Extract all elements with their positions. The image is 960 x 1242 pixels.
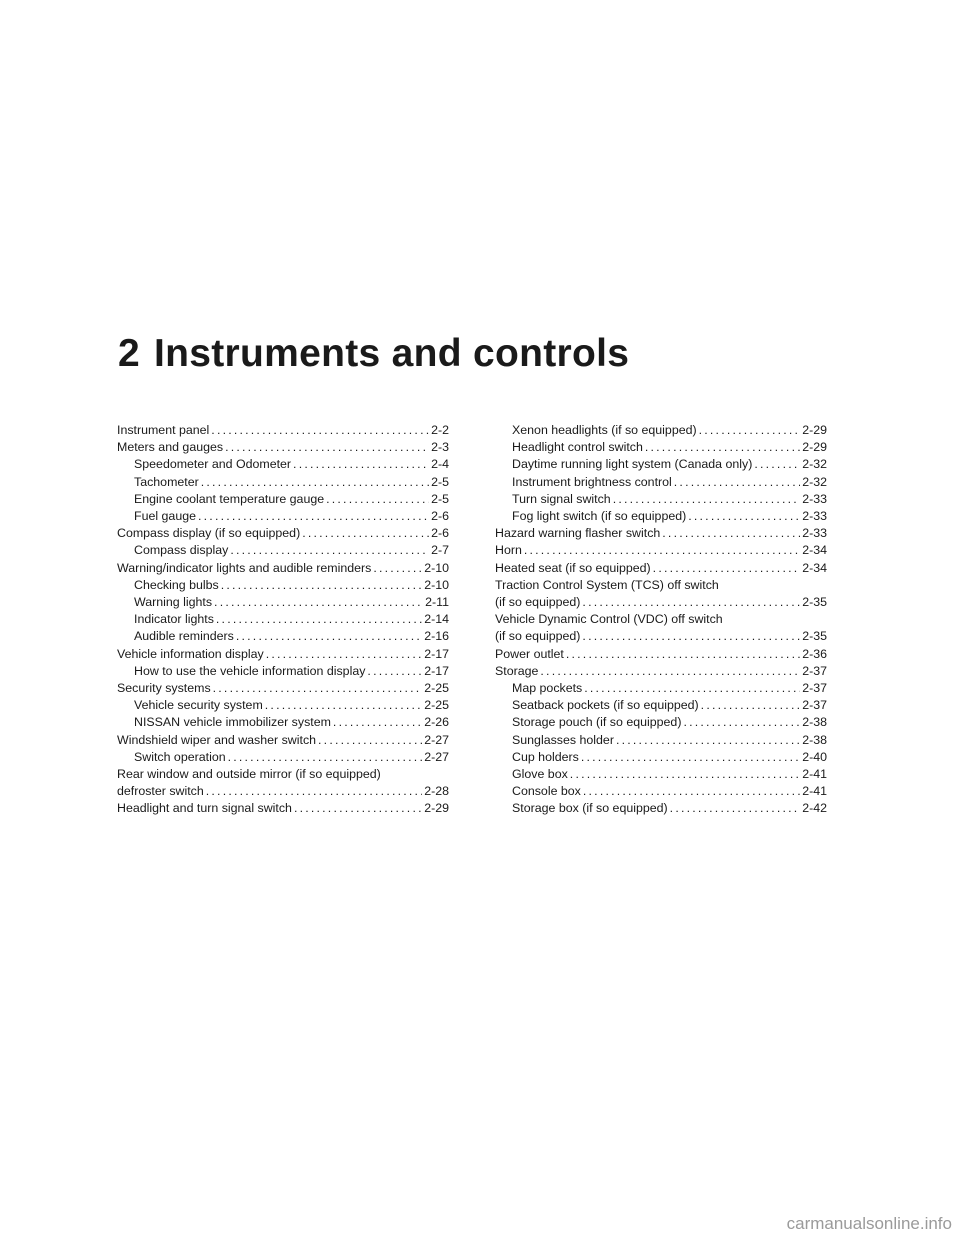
toc-page-number: 2-10 bbox=[424, 560, 449, 575]
toc-page-number: 2-37 bbox=[802, 663, 827, 678]
toc-entry-row bbox=[495, 474, 827, 491]
toc-page-number: 2-33 bbox=[802, 526, 827, 541]
toc-entry[interactable] bbox=[117, 525, 449, 542]
toc-entry-row bbox=[117, 542, 449, 559]
toc-entry-title: Meters and gauges bbox=[117, 440, 224, 455]
toc-page-number: 2-29 bbox=[802, 440, 827, 455]
toc-entry-title-line: Traction Control System (TCS) off switch bbox=[495, 577, 719, 592]
toc-entry-title: Vehicle security system bbox=[134, 698, 263, 713]
toc-entry-row bbox=[495, 663, 827, 680]
toc-entry-title: Daytime running light system (Canada only) bbox=[512, 457, 753, 472]
toc-dot-leader bbox=[688, 508, 800, 525]
toc-dot-leader bbox=[326, 491, 429, 508]
toc-entry-row bbox=[117, 697, 449, 714]
toc-entry-row bbox=[117, 525, 449, 542]
toc-entry[interactable] bbox=[117, 697, 449, 714]
toc-dot-leader bbox=[293, 456, 429, 473]
toc-dot-leader bbox=[683, 714, 800, 731]
toc-entry[interactable] bbox=[495, 456, 827, 473]
toc-entry-row bbox=[495, 697, 827, 714]
toc-entry-title: Storage pouch (if so equipped) bbox=[512, 715, 682, 730]
toc-entry-row bbox=[495, 783, 827, 800]
toc-entry-title: Windshield wiper and washer switch bbox=[117, 732, 317, 747]
toc-page-number: 2-29 bbox=[802, 423, 827, 437]
toc-entry-row bbox=[495, 456, 827, 473]
toc-entry[interactable] bbox=[495, 646, 827, 663]
toc-entry[interactable] bbox=[495, 749, 827, 766]
toc-entry[interactable] bbox=[117, 577, 449, 594]
toc-dot-leader bbox=[228, 749, 423, 766]
toc-page-number: 2-37 bbox=[802, 698, 827, 713]
toc-entry-title: Instrument brightness control bbox=[512, 474, 672, 489]
toc-entry-title: Warning lights bbox=[134, 595, 213, 610]
toc-page-number: 2-3 bbox=[431, 440, 449, 455]
toc-entry-row bbox=[117, 628, 449, 645]
toc-page-number: 2-14 bbox=[424, 612, 449, 627]
toc-entry-title: Seatback pockets (if so equipped) bbox=[512, 698, 699, 713]
toc-entry[interactable] bbox=[117, 680, 449, 697]
toc-entry[interactable] bbox=[495, 611, 827, 645]
toc-page-number: 2-41 bbox=[802, 767, 827, 782]
toc-entry[interactable] bbox=[117, 439, 449, 456]
toc-dot-leader bbox=[662, 525, 800, 542]
toc-entry-row bbox=[495, 439, 827, 456]
toc-entry[interactable] bbox=[495, 508, 827, 525]
toc-entry[interactable] bbox=[117, 611, 449, 628]
toc-entry-row bbox=[495, 714, 827, 731]
toc-dot-leader bbox=[701, 697, 801, 714]
toc-entry-title: Sunglasses holder bbox=[512, 732, 614, 747]
toc-page-number: 2-29 bbox=[424, 801, 449, 816]
toc-dot-leader bbox=[540, 663, 800, 680]
toc-entry[interactable] bbox=[117, 474, 449, 491]
toc-entry-title: defroster switch bbox=[117, 784, 204, 799]
toc-page-number: 2-34 bbox=[802, 560, 827, 575]
chapter-number: 2 bbox=[118, 332, 140, 376]
toc-entry-title: Compass display bbox=[134, 543, 229, 558]
toc-dot-leader bbox=[670, 800, 801, 817]
toc-dot-leader bbox=[216, 611, 422, 628]
toc-entry[interactable] bbox=[495, 474, 827, 491]
toc-dot-leader bbox=[582, 594, 800, 611]
toc-entry[interactable] bbox=[117, 714, 449, 731]
toc-entry[interactable] bbox=[495, 439, 827, 456]
toc-dot-leader bbox=[302, 525, 429, 542]
toc-entry-title: Map pockets bbox=[512, 681, 583, 696]
toc-entry-row bbox=[117, 456, 449, 473]
toc-entry-title: Storage bbox=[495, 663, 539, 678]
toc-entry[interactable] bbox=[495, 525, 827, 542]
toc-entry[interactable] bbox=[117, 542, 449, 559]
toc-page-number: 2-6 bbox=[431, 509, 449, 524]
toc-dot-leader bbox=[373, 560, 422, 577]
toc-entry-title: Fuel gauge bbox=[134, 509, 197, 524]
toc-entry-title: Tachometer bbox=[134, 474, 199, 489]
toc-entry-title: NISSAN vehicle immobilizer system bbox=[134, 715, 331, 730]
toc-entry-row bbox=[495, 542, 827, 559]
toc-entry-title: Glove box bbox=[512, 767, 568, 782]
toc-entry-title: Fog light switch (if so equipped) bbox=[512, 509, 687, 524]
toc-entry-row bbox=[117, 800, 449, 817]
toc-dot-leader bbox=[221, 577, 422, 594]
toc-column-left bbox=[117, 422, 449, 818]
toc-page-number: 2-5 bbox=[431, 491, 449, 506]
toc-entry-row bbox=[495, 766, 827, 783]
toc-entry-row bbox=[117, 422, 449, 439]
toc-page-number: 2-35 bbox=[802, 629, 827, 644]
toc-entry-row bbox=[495, 749, 827, 766]
toc-entry-title: Hazard warning flasher switch bbox=[495, 526, 661, 541]
toc-entry[interactable] bbox=[117, 491, 449, 508]
toc-entry[interactable] bbox=[495, 714, 827, 731]
toc-entry[interactable] bbox=[495, 491, 827, 508]
toc-entry-row bbox=[495, 525, 827, 542]
toc-page-number: 2-17 bbox=[424, 663, 449, 678]
toc-page-number: 2-27 bbox=[424, 732, 449, 747]
toc-dot-leader bbox=[653, 560, 801, 577]
toc-dot-leader bbox=[613, 491, 800, 508]
toc-dot-leader bbox=[236, 628, 422, 645]
toc-entry-title: Compass display (if so equipped) bbox=[117, 526, 301, 541]
toc-page-number: 2-25 bbox=[424, 698, 449, 713]
toc-entry[interactable] bbox=[495, 732, 827, 749]
toc-entry[interactable] bbox=[117, 560, 449, 577]
toc-dot-leader bbox=[206, 783, 422, 800]
toc-entry[interactable] bbox=[117, 663, 449, 680]
toc-dot-leader bbox=[230, 542, 429, 559]
toc-dot-leader bbox=[583, 783, 800, 800]
toc-entry-title: (if so equipped) bbox=[495, 629, 581, 644]
toc-entry-title: Power outlet bbox=[495, 646, 564, 661]
toc-entry-row bbox=[117, 577, 449, 594]
toc-entry-title-line: Vehicle Dynamic Control (VDC) off switch bbox=[495, 612, 723, 627]
toc-entry-row bbox=[117, 732, 449, 749]
toc-page-number: 2-38 bbox=[802, 715, 827, 730]
toc-dot-leader bbox=[266, 646, 422, 663]
toc-entry-title: How to use the vehicle information display bbox=[134, 663, 366, 678]
toc-page-number: 2-5 bbox=[431, 474, 449, 489]
toc-entry-title: Heated seat (if so equipped) bbox=[495, 560, 651, 575]
toc-entry[interactable] bbox=[495, 542, 827, 559]
toc-page-number: 2-26 bbox=[424, 715, 449, 730]
toc-entry-row bbox=[117, 474, 449, 491]
toc-dot-leader bbox=[616, 732, 800, 749]
toc-entry-row bbox=[117, 783, 449, 800]
toc-dot-leader bbox=[265, 697, 422, 714]
toc-entry[interactable] bbox=[117, 594, 449, 611]
toc-entry[interactable] bbox=[495, 663, 827, 680]
toc-page-number: 2-38 bbox=[802, 732, 827, 747]
toc-entry-row bbox=[495, 594, 827, 611]
toc-entry[interactable] bbox=[495, 577, 827, 611]
toc-page-number: 2-11 bbox=[425, 595, 449, 610]
toc-entry-title: Console box bbox=[512, 784, 581, 799]
chapter-title-text: Instruments and controls bbox=[154, 332, 630, 376]
toc-dot-leader bbox=[214, 594, 423, 611]
toc-entry-title: Indicator lights bbox=[134, 612, 214, 627]
toc-page-number: 2-40 bbox=[802, 749, 827, 764]
toc-page-number: 2-10 bbox=[424, 577, 449, 592]
toc-dot-leader bbox=[584, 680, 800, 697]
toc-entry-row bbox=[495, 646, 827, 663]
toc-entry-row bbox=[495, 680, 827, 697]
toc-dot-leader bbox=[582, 628, 800, 645]
toc-entry[interactable] bbox=[495, 766, 827, 783]
toc-dot-leader bbox=[581, 749, 800, 766]
toc-column-right bbox=[495, 422, 827, 818]
toc-page-number: 2-36 bbox=[802, 646, 827, 661]
toc-page-number: 2-25 bbox=[424, 681, 449, 696]
toc-entry-title: Turn signal switch bbox=[512, 491, 611, 506]
toc-page-number: 2-35 bbox=[802, 595, 827, 610]
toc-page-number: 2-17 bbox=[424, 646, 449, 661]
toc-page-number: 2-2 bbox=[431, 423, 449, 437]
toc-entry-title: Engine coolant temperature gauge bbox=[134, 491, 325, 506]
toc-entry-row bbox=[117, 439, 449, 456]
toc-dot-leader bbox=[213, 680, 423, 697]
toc-entry-title: Switch operation bbox=[134, 749, 226, 764]
toc-page-number: 2-34 bbox=[802, 543, 827, 558]
toc-entry[interactable] bbox=[117, 422, 449, 439]
toc-page-number: 2-41 bbox=[802, 784, 827, 799]
toc-dot-leader bbox=[211, 422, 429, 439]
toc-entry[interactable] bbox=[117, 749, 449, 766]
toc-page-number: 2-6 bbox=[431, 526, 449, 541]
toc-entry[interactable] bbox=[117, 508, 449, 525]
toc-entry-row bbox=[495, 422, 827, 439]
toc-page-number: 2-4 bbox=[431, 457, 449, 472]
toc-entry-row bbox=[117, 646, 449, 663]
toc-entry-title: Checking bulbs bbox=[134, 577, 219, 592]
toc-entry-row bbox=[117, 491, 449, 508]
toc-entry-title: Speedometer and Odometer bbox=[134, 457, 292, 472]
toc-entry-row bbox=[117, 611, 449, 628]
toc-entry-title: Cup holders bbox=[512, 749, 579, 764]
toc-dot-leader bbox=[674, 474, 800, 491]
toc-entry-row bbox=[495, 560, 827, 577]
toc-entry[interactable] bbox=[117, 456, 449, 473]
toc-entry-row bbox=[117, 508, 449, 525]
toc-entry-title: (if so equipped) bbox=[495, 595, 581, 610]
toc-entry-title: Xenon headlights (if so equipped) bbox=[512, 423, 697, 437]
toc-dot-leader bbox=[198, 508, 429, 525]
toc-entry-row bbox=[117, 560, 449, 577]
toc-dot-leader bbox=[566, 646, 800, 663]
toc-page-number: 2-28 bbox=[424, 784, 449, 799]
toc-entry-row bbox=[117, 680, 449, 697]
toc-dot-leader bbox=[367, 663, 422, 680]
toc-entry-row bbox=[495, 732, 827, 749]
toc-entry[interactable] bbox=[495, 560, 827, 577]
toc-page-number: 2-32 bbox=[802, 457, 827, 472]
toc-page-number: 2-32 bbox=[802, 474, 827, 489]
toc-dot-leader bbox=[201, 474, 429, 491]
toc-entry-title: Instrument panel bbox=[117, 423, 210, 437]
toc-dot-leader bbox=[294, 800, 422, 817]
toc-entry-row bbox=[495, 508, 827, 525]
toc-entry[interactable] bbox=[495, 697, 827, 714]
toc-entry-title: Security systems bbox=[117, 681, 211, 696]
toc-entry-title: Audible reminders bbox=[134, 629, 234, 644]
toc-dot-leader bbox=[225, 439, 429, 456]
toc-dot-leader bbox=[333, 714, 422, 731]
toc-page-number: 2-37 bbox=[802, 681, 827, 696]
toc-page-number: 2-42 bbox=[802, 801, 827, 816]
toc-entry-row bbox=[117, 594, 449, 611]
watermark: carmanualsonline.info bbox=[786, 1214, 952, 1233]
toc-entry[interactable] bbox=[117, 628, 449, 645]
toc-entry-title: Horn bbox=[495, 543, 522, 558]
toc-entry-row bbox=[117, 749, 449, 766]
toc-entry-title: Storage box (if so equipped) bbox=[512, 801, 668, 816]
toc-entry-row bbox=[117, 714, 449, 731]
toc-entry-row bbox=[117, 663, 449, 680]
toc-entry[interactable] bbox=[117, 646, 449, 663]
toc-dot-leader bbox=[318, 732, 422, 749]
toc-page-number: 2-27 bbox=[424, 749, 449, 764]
toc-entry-title-line: Rear window and outside mirror (if so equipped) bbox=[117, 767, 381, 782]
toc-entry-title: Headlight control switch bbox=[512, 440, 643, 455]
toc-dot-leader bbox=[570, 766, 800, 783]
toc-entry[interactable] bbox=[117, 766, 449, 800]
toc-entry-title: Vehicle information display bbox=[117, 646, 264, 661]
toc-entry[interactable] bbox=[117, 800, 449, 817]
toc-page-number: 2-33 bbox=[802, 509, 827, 524]
toc-dot-leader bbox=[524, 542, 800, 559]
toc-entry[interactable] bbox=[495, 422, 827, 439]
toc-entry[interactable] bbox=[117, 732, 449, 749]
toc-entry[interactable] bbox=[495, 680, 827, 697]
toc-entry[interactable] bbox=[495, 800, 827, 817]
chapter-title bbox=[118, 332, 629, 376]
toc-page-number: 2-16 bbox=[424, 629, 449, 644]
toc-entry-row bbox=[495, 800, 827, 817]
toc-entry-row bbox=[495, 491, 827, 508]
toc-entry-title: Warning/indicator lights and audible reminders bbox=[117, 560, 372, 575]
toc-dot-leader bbox=[699, 422, 801, 439]
toc-page-number: 2-7 bbox=[431, 543, 449, 558]
toc-page-number: 2-33 bbox=[802, 491, 827, 506]
toc-entry-title: Headlight and turn signal switch bbox=[117, 801, 292, 816]
toc-entry-row bbox=[495, 628, 827, 645]
toc-dot-leader bbox=[754, 456, 800, 473]
toc-entry[interactable] bbox=[495, 783, 827, 800]
toc-dot-leader bbox=[645, 439, 800, 456]
